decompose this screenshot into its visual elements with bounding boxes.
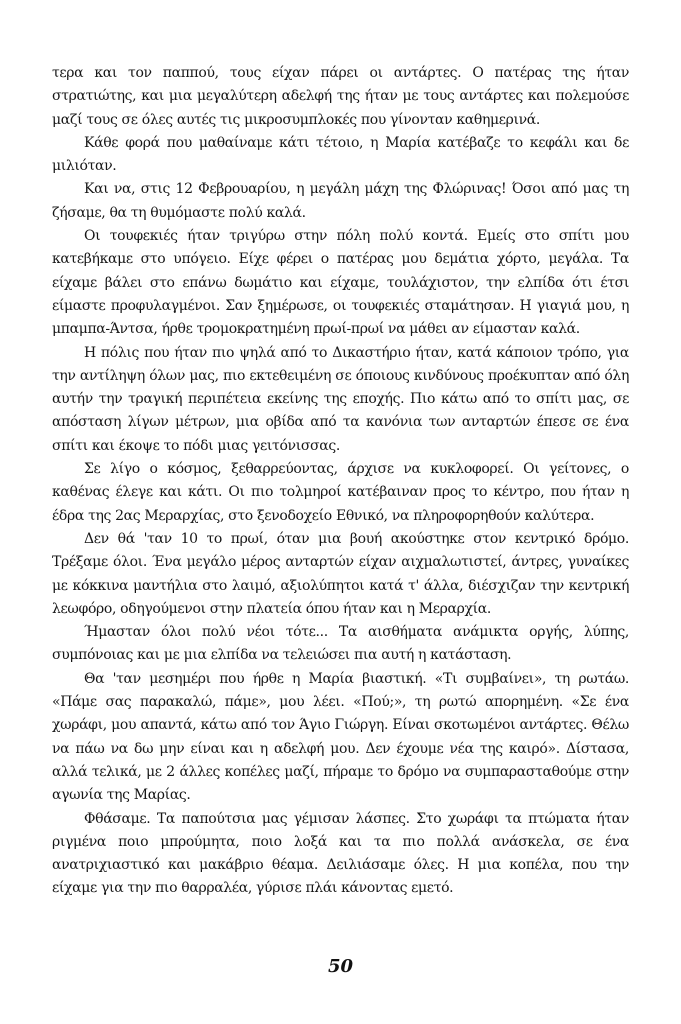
paragraph-6: Σε λίγο ο κόσμος, ξεθαρρεύοντας, άρχισε να κυκλοφορεί. Οι γείτονες, ο καθένας έλεγε και κάτι. Οι πιο τολμηροί κατέβαιναν προς το κέντρο, που ήταν η έδρα της 2ας Μεραρχίας, στο ξενοδοχείο Εθνικό, να πληροφορηθούν καλύτερα. <box>52 461 629 524</box>
paragraph-5: Η πόλις που ήταν πιο ψηλά από το Δικαστήριο ήταν, κατά κάποιον τρόπο, για την αντίληψη όλων μας, πιο εκτεθειμένη σε όποιους κινδύνους προέκυπταν από όλη αυτήν την τραγική περιπέτεια εκείνης της εποχής. Πιο κάτω από το σπίτι μας, σε απόσταση λίγων μέτρων, μια οβίδα από τα κανόνια των ανταρτών έπεσε σε ένα σπίτι και έκοψε το πόδι μιας γειτόνισσας. <box>52 344 629 454</box>
paragraph-4: Οι τουφεκιές ήταν τριγύρω στην πόλη πολύ κοντά. Εμείς στο σπίτι μου κατεβήκαμε στο υπόγειο. Είχε φέρει ο πατέρας μου δεμάτια χόρτο, μεγάλα. Τα είχαμε βάλει στο επάνω δωμάτιο και είχαμε, τουλάχιστον, την ελπίδα ότι έτσι είμαστε προφυλαγμένοι. Σαν ξημέρωσε, οι τουφεκιές σταμάτησαν. Η γιαγιά μου, η μπαμπα-Άντσα, ήρθε τρομοκρατημένη πρωί-πρωί να μάθει αν είμασταν καλά. <box>52 228 629 338</box>
paragraph-10: Φθάσαμε. Τα παπούτσια μας γέμισαν λάσπες. Στο χωράφι τα πτώματα ήταν ριγμένα ποιο μπρούμητα, ποιο λοξά και τα πιο πολλά ανάσκελα, σε ένα ανατριχιαστικό και μακάβριο θέαμα. Δειλιάσαμε όλες. Η μια κοπέλα, που την είχαμε για την πιο θαρραλέα, γύρισε πλάι κάνοντας εμετό. <box>52 810 629 897</box>
paragraph-8: Ήμασταν όλοι πολύ νέοι τότε... Τα αισθήματα ανάμικτα οργής, λύπης, συμπόνοιας και με μια ελπίδα να τελειώσει πια αυτή η κατάσταση. <box>52 624 629 664</box>
paragraph-3: Και να, στις 12 Φεβρουαρίου, η μεγάλη μάχη της Φλώρινας! Όσοι από μας τη ζήσαμε, θα τη θυμόμαστε πολύ καλά. <box>52 181 629 221</box>
body-text <box>52 62 629 901</box>
page-number: 50 <box>327 956 354 977</box>
paragraph-1: τερα και τον παππού, τους είχαν πάρει οι αντάρτες. Ο πατέρας της ήταν στρατιώτης, και μια μεγαλύτερη αδελφή της ήταν με τους αντάρτες και πολεμούσε μαζί τους σε όλες αυτές τις μικροσυμπλοκές που γίνονταν καθημερινά. <box>52 65 629 128</box>
paragraph-2: Κάθε φορά που μαθαίναμε κάτι τέτοιο, η Μαρία κατέβαζε το κεφάλι και δε μιλιόταν. <box>52 134 629 175</box>
paragraph-9: Θα 'ταν μεσημέρι που ήρθε η Μαρία βιαστική. «Τι συμβαίνει», τη ρωτάω. «Πάμε σας παρακαλώ, πάμε», μου λέει. «Πού;», τη ρωτώ απορημένη. «Σε ένα χωράφι, μου απαντά, κάτω από τον Άγιο Γιώργη. Είναι σκοτωμένοι αντάρτες. Θέλω να πάω να δω μην είναι και η αδελφή μου. Δεν έχουμε νέα της καιρό». Δίστασα, αλλά τελικά, με 2 άλλες κοπέλες μαζί, πήραμε το δρόμο να συμπαρασταθούμε στην αγωνία της Μαρίας. <box>52 670 629 804</box>
paragraph-7: Δεν θά 'ταν 10 το πρωί, όταν μια βουή ακούστηκε στον κεντρικό δρόμο. Τρέξαμε όλοι. Ένα μεγάλο μέρος ανταρτών είχαν αιχμαλωτιστεί, άντρες, γυναίκες με κόκκινα μαντήλια στο λαιμό, αξιολύπητοι κατά τ' άλλα, διέσχιζαν την κεντρική λεωφόρο, οδηγούμενοι στην πλατεία όπου ήταν και η Μεραρχία. <box>52 530 629 617</box>
